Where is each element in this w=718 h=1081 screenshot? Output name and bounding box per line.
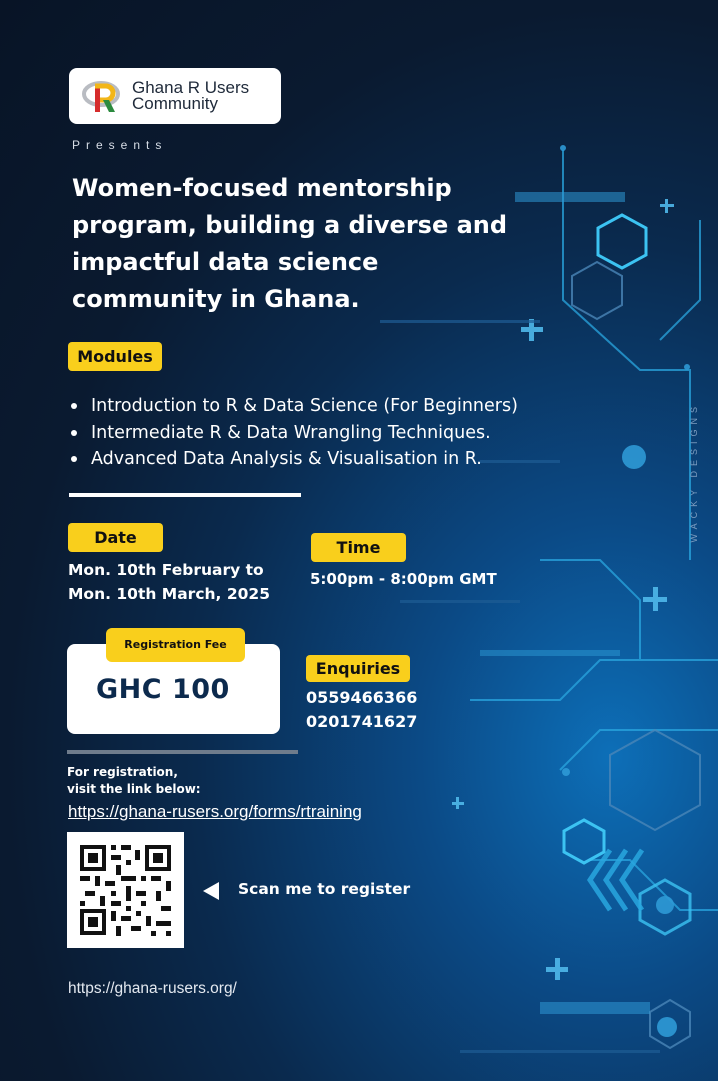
- divider: [69, 493, 301, 497]
- list-item: [68, 393, 518, 420]
- designer-credit: WACKY DESIGNS: [689, 402, 699, 543]
- fee-badge: Registration Fee: [106, 628, 245, 662]
- time-value: 5:00pm - 8:00pm GMT: [310, 570, 497, 588]
- org-logo-box: [69, 68, 281, 124]
- list-item: [68, 446, 518, 473]
- presents-label: Presents: [72, 138, 168, 152]
- qr-code-icon: [67, 832, 184, 948]
- headline: Women-focused mentorship program, building a diverse and impactful data science community in Ghana.: [72, 174, 508, 313]
- phone-1[interactable]: 0559466366: [306, 688, 418, 707]
- website-link[interactable]: https://ghana-rusers.org/: [68, 980, 237, 997]
- date-badge: Date: [68, 523, 163, 552]
- phone-2[interactable]: 0201741627: [306, 712, 418, 731]
- date-line1: Mon. 10th February to: [68, 561, 264, 579]
- fee-amount: GHC 100: [96, 674, 230, 705]
- org-name: [132, 80, 249, 112]
- divider: [67, 750, 298, 754]
- org-name-line1: Ghana R Users: [132, 78, 250, 97]
- bullet-icon: [71, 456, 77, 462]
- scan-instruction: Scan me to register: [238, 880, 411, 898]
- module-list: [68, 393, 518, 473]
- enquiries-phones: [306, 686, 417, 734]
- modules-badge: Modules: [68, 342, 162, 371]
- module-item-3: Advanced Data Analysis & Visualisation in R.: [91, 449, 482, 470]
- bullet-icon: [71, 430, 77, 436]
- date-range: [68, 558, 270, 606]
- triangle-left-icon: [203, 882, 219, 900]
- registration-line1: For registration,: [67, 765, 178, 779]
- module-item-1: Introduction to R & Data Science (For Beginners): [91, 396, 518, 417]
- list-item: [68, 420, 518, 447]
- org-name-line2: Community: [132, 94, 218, 113]
- enquiries-badge: Enquiries: [306, 655, 410, 682]
- registration-instructions: [67, 764, 201, 797]
- time-badge: Time: [311, 533, 406, 562]
- r-logo-icon: [81, 76, 121, 116]
- registration-link[interactable]: https://ghana-rusers.org/forms/rtraining: [68, 802, 362, 821]
- registration-line2: visit the link below:: [67, 781, 201, 796]
- module-item-2: Intermediate R & Data Wrangling Techniques.: [91, 422, 491, 443]
- bullet-icon: [71, 403, 77, 409]
- date-line2: Mon. 10th March, 2025: [68, 585, 270, 603]
- qr-code[interactable]: [67, 832, 184, 948]
